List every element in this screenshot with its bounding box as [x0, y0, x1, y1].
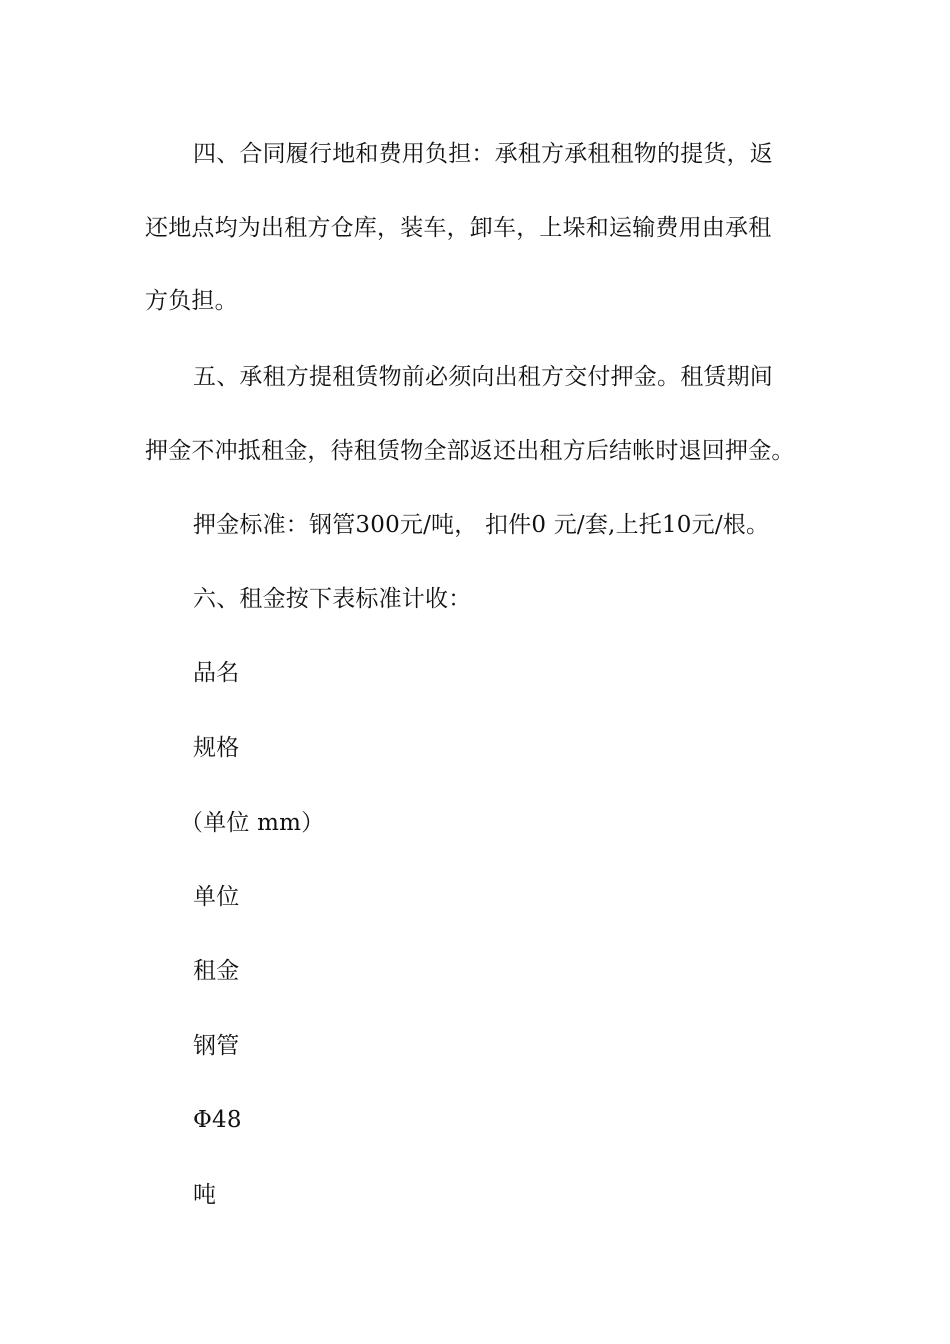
- table-cell-unit: 单位: [193, 884, 240, 910]
- clause-five-line-1: 五、承租方提租赁物前必须向出租方交付押金。租赁期间: [193, 364, 773, 390]
- clause-four-line-2: 还地点均为出租方仓库，装车，卸车，上垛和运输费用由承租: [145, 215, 772, 241]
- table-cell-diameter: Φ48: [193, 1107, 242, 1133]
- deposit-standard: 押金标准：钢管300元/吨， 扣件0 元/套,上托10元/根。: [193, 512, 770, 538]
- table-cell-rent: 租金: [193, 958, 240, 984]
- clause-four-line-1: 四、合同履行地和费用负担：承租方承租租物的提货，返: [193, 141, 773, 167]
- table-cell-item-name: 品名: [193, 660, 240, 686]
- table-cell-ton: 吨: [193, 1182, 217, 1208]
- table-cell-steel-pipe: 钢管: [193, 1033, 240, 1059]
- clause-five-line-2: 押金不冲抵租金，待租赁物全部返还出租方后结帐时退回押金。: [145, 438, 795, 464]
- table-cell-specification: 规格: [193, 735, 240, 761]
- table-cell-unit-mm: （单位 mm）: [180, 810, 325, 836]
- clause-six-title: 六、租金按下表标准计收：: [193, 586, 472, 612]
- clause-four-line-3: 方负担。: [145, 288, 238, 314]
